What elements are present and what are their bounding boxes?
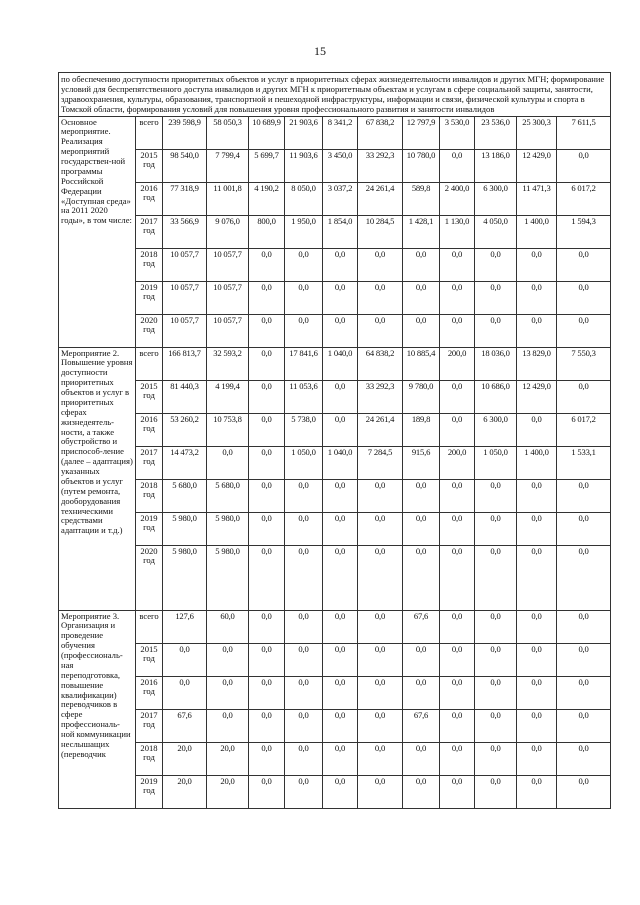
value-cell: 0,0 (475, 709, 517, 742)
value-cell: 0,0 (249, 676, 285, 709)
value-cell: 0,0 (403, 545, 440, 610)
value-cell: 0,0 (249, 742, 285, 775)
value-cell: 1 400,0 (517, 446, 557, 479)
value-cell: 0,0 (517, 709, 557, 742)
value-cell: 67 838,2 (358, 116, 403, 149)
value-cell: 0,0 (249, 643, 285, 676)
value-cell: 17 841,6 (285, 347, 323, 380)
value-cell: 77 318,9 (163, 182, 207, 215)
value-cell: 0,0 (440, 545, 475, 610)
value-cell: 0,0 (285, 742, 323, 775)
year-cell: всего (136, 347, 163, 380)
value-cell: 33 292,3 (358, 149, 403, 182)
value-cell: 0,0 (517, 742, 557, 775)
value-cell: 1 854,0 (323, 215, 358, 248)
value-cell: 0,0 (403, 676, 440, 709)
value-cell: 0,0 (163, 676, 207, 709)
value-cell: 8 341,2 (323, 116, 358, 149)
table-row (59, 709, 611, 742)
value-cell: 0,0 (323, 709, 358, 742)
year-cell: всего (136, 610, 163, 643)
value-cell: 5 980,0 (207, 545, 249, 610)
year-cell: 2020 год (136, 545, 163, 610)
value-cell: 0,0 (440, 742, 475, 775)
value-cell: 0,0 (557, 248, 611, 281)
value-cell: 0,0 (557, 676, 611, 709)
value-cell: 0,0 (440, 512, 475, 545)
value-cell: 0,0 (557, 610, 611, 643)
value-cell: 0,0 (517, 610, 557, 643)
value-cell: 0,0 (163, 643, 207, 676)
value-cell: 0,0 (249, 413, 285, 446)
year-cell: 2019 год (136, 775, 163, 808)
value-cell: 0,0 (285, 281, 323, 314)
value-cell: 58 050,3 (207, 116, 249, 149)
table-row (59, 116, 611, 149)
value-cell: 0,0 (440, 380, 475, 413)
value-cell: 0,0 (403, 742, 440, 775)
section-label: Мероприятие 3. Организация и проведение обучения (профессиональ-ная переподготовка, повышение квалификации) переводчиков в сфере профессиональ-ной коммуникации неслышащих (переводчик (59, 610, 136, 808)
value-cell: 10 057,7 (163, 248, 207, 281)
value-cell: 5 680,0 (207, 479, 249, 512)
value-cell: 200,0 (440, 446, 475, 479)
value-cell: 0,0 (358, 248, 403, 281)
value-cell: 0,0 (475, 610, 517, 643)
value-cell: 0,0 (517, 676, 557, 709)
table-row (59, 248, 611, 281)
value-cell: 0,0 (557, 709, 611, 742)
value-cell: 0,0 (475, 248, 517, 281)
value-cell: 13 829,0 (517, 347, 557, 380)
value-cell: 0,0 (207, 676, 249, 709)
value-cell: 0,0 (323, 314, 358, 347)
value-cell: 7 611,5 (557, 116, 611, 149)
value-cell: 10 686,0 (475, 380, 517, 413)
value-cell: 6 300,0 (475, 182, 517, 215)
value-cell: 0,0 (517, 512, 557, 545)
value-cell: 0,0 (285, 643, 323, 676)
table-row (59, 610, 611, 643)
value-cell: 10 057,7 (207, 248, 249, 281)
value-cell: 0,0 (249, 248, 285, 281)
value-cell: 0,0 (440, 149, 475, 182)
value-cell: 0,0 (358, 281, 403, 314)
value-cell: 0,0 (285, 314, 323, 347)
value-cell: 1 050,0 (285, 446, 323, 479)
value-cell: 0,0 (249, 775, 285, 808)
year-cell: 2018 год (136, 742, 163, 775)
value-cell: 81 440,3 (163, 380, 207, 413)
value-cell: 4 199,4 (207, 380, 249, 413)
value-cell: 0,0 (440, 709, 475, 742)
table-row (59, 676, 611, 709)
value-cell: 0,0 (517, 643, 557, 676)
value-cell: 589,8 (403, 182, 440, 215)
value-cell: 11 903,6 (285, 149, 323, 182)
value-cell: 10 057,7 (207, 281, 249, 314)
value-cell: 127,6 (163, 610, 207, 643)
value-cell: 20,0 (163, 742, 207, 775)
value-cell: 239 598,9 (163, 116, 207, 149)
table-row (59, 380, 611, 413)
value-cell: 0,0 (517, 248, 557, 281)
value-cell: 14 473,2 (163, 446, 207, 479)
value-cell: 0,0 (358, 545, 403, 610)
value-cell: 7 550,3 (557, 347, 611, 380)
table-row (59, 643, 611, 676)
value-cell: 0,0 (517, 281, 557, 314)
value-cell: 0,0 (403, 512, 440, 545)
value-cell: 0,0 (323, 248, 358, 281)
value-cell: 0,0 (249, 314, 285, 347)
value-cell: 0,0 (285, 775, 323, 808)
value-cell: 0,0 (440, 248, 475, 281)
value-cell: 0,0 (517, 479, 557, 512)
section-label: Основное мероприятие. Реализация мероприятий государствен-ной программы Российской Федерации «Доступная среда» на 2011 2020 годы», в том числе: (59, 116, 136, 347)
value-cell: 12 429,0 (517, 380, 557, 413)
value-cell: 7 799,4 (207, 149, 249, 182)
value-cell: 98 540,0 (163, 149, 207, 182)
value-cell: 0,0 (249, 380, 285, 413)
value-cell: 0,0 (207, 709, 249, 742)
value-cell: 0,0 (285, 709, 323, 742)
table-row (59, 413, 611, 446)
year-cell: 2019 год (136, 512, 163, 545)
value-cell: 18 036,0 (475, 347, 517, 380)
value-cell: 0,0 (285, 512, 323, 545)
header-row (59, 73, 611, 117)
value-cell: 0,0 (475, 643, 517, 676)
value-cell: 1 040,0 (323, 347, 358, 380)
value-cell: 0,0 (517, 545, 557, 610)
table-row (59, 215, 611, 248)
value-cell: 0,0 (207, 446, 249, 479)
year-cell: 2017 год (136, 709, 163, 742)
value-cell: 0,0 (517, 775, 557, 808)
table-row (59, 149, 611, 182)
value-cell: 9 076,0 (207, 215, 249, 248)
value-cell: 0,0 (358, 479, 403, 512)
value-cell: 0,0 (403, 643, 440, 676)
value-cell: 7 284,5 (358, 446, 403, 479)
value-cell: 0,0 (323, 545, 358, 610)
value-cell: 0,0 (285, 479, 323, 512)
value-cell: 67,6 (163, 709, 207, 742)
value-cell: 2 400,0 (440, 182, 475, 215)
value-cell: 5 738,0 (285, 413, 323, 446)
value-cell: 0,0 (557, 479, 611, 512)
year-cell: 2015 год (136, 643, 163, 676)
value-cell: 0,0 (358, 643, 403, 676)
value-cell: 0,0 (323, 479, 358, 512)
value-cell: 0,0 (249, 610, 285, 643)
value-cell: 0,0 (557, 512, 611, 545)
table-row (59, 545, 611, 610)
value-cell: 0,0 (475, 676, 517, 709)
value-cell: 0,0 (358, 610, 403, 643)
value-cell: 4 050,0 (475, 215, 517, 248)
table-row (59, 347, 611, 380)
value-cell: 8 050,0 (285, 182, 323, 215)
year-cell: 2017 год (136, 446, 163, 479)
value-cell: 0,0 (249, 347, 285, 380)
value-cell: 10 689,9 (249, 116, 285, 149)
value-cell: 33 566,9 (163, 215, 207, 248)
value-cell: 0,0 (557, 281, 611, 314)
value-cell: 1 428,1 (403, 215, 440, 248)
value-cell: 0,0 (249, 281, 285, 314)
value-cell: 6 300,0 (475, 413, 517, 446)
value-cell: 0,0 (557, 545, 611, 610)
value-cell: 0,0 (323, 512, 358, 545)
value-cell: 5 980,0 (163, 512, 207, 545)
value-cell: 0,0 (249, 512, 285, 545)
value-cell: 10 780,0 (403, 149, 440, 182)
value-cell: 1 400,0 (517, 215, 557, 248)
value-cell: 3 530,0 (440, 116, 475, 149)
header-text: по обеспечению доступности приоритетных объектов и услуг в приоритетных сферах жизнедеятельности инвалидов и других МГН; формирование условий для беспрепятственного доступа инвалидов и других МГН к приоритетным объектам и услугам в сфере социальной защиты, занятости, здравоохранения, культуры, образования, транспортной и пешеходной инфраструктуры, информации и связи, физической культуры и спорта в Томской области, формирования условий для повышения уровня профессионального развития и занятости инвалидов (59, 73, 611, 117)
table-row (59, 742, 611, 775)
value-cell: 0,0 (475, 545, 517, 610)
section-label: Мероприятие 2. Повышение уровня доступности приоритетных объектов и услуг в приоритетных сферах жизнедеятель-ности, а также обустройство и приспособ-ление (далее – адаптация) указанных объектов и услуг (путем ремонта, дооборудования техническими средствами адаптации и т.д.) (59, 347, 136, 610)
year-cell: 2017 год (136, 215, 163, 248)
value-cell: 0,0 (557, 149, 611, 182)
value-cell: 0,0 (323, 281, 358, 314)
year-cell: 2015 год (136, 380, 163, 413)
value-cell: 0,0 (249, 446, 285, 479)
value-cell: 6 017,2 (557, 182, 611, 215)
value-cell: 64 838,2 (358, 347, 403, 380)
year-cell: 2019 год (136, 281, 163, 314)
table-row (59, 281, 611, 314)
value-cell: 0,0 (475, 281, 517, 314)
value-cell: 0,0 (403, 248, 440, 281)
value-cell: 4 190,2 (249, 182, 285, 215)
value-cell: 0,0 (249, 479, 285, 512)
table-row (59, 775, 611, 808)
value-cell: 0,0 (285, 545, 323, 610)
value-cell: 0,0 (557, 314, 611, 347)
value-cell: 25 300,3 (517, 116, 557, 149)
value-cell: 0,0 (249, 709, 285, 742)
value-cell: 11 471,3 (517, 182, 557, 215)
value-cell: 0,0 (440, 610, 475, 643)
value-cell: 5 680,0 (163, 479, 207, 512)
value-cell: 1 050,0 (475, 446, 517, 479)
value-cell: 32 593,2 (207, 347, 249, 380)
value-cell: 9 780,0 (403, 380, 440, 413)
value-cell: 0,0 (358, 709, 403, 742)
value-cell: 20,0 (163, 775, 207, 808)
value-cell: 33 292,3 (358, 380, 403, 413)
value-cell: 5 699,7 (249, 149, 285, 182)
value-cell: 20,0 (207, 775, 249, 808)
year-cell: 2016 год (136, 182, 163, 215)
year-cell: 2015 год (136, 149, 163, 182)
value-cell: 800,0 (249, 215, 285, 248)
value-cell: 1 594,3 (557, 215, 611, 248)
value-cell: 0,0 (358, 314, 403, 347)
value-cell: 0,0 (323, 775, 358, 808)
value-cell: 10 284,5 (358, 215, 403, 248)
value-cell: 10 057,7 (163, 281, 207, 314)
value-cell: 5 980,0 (163, 545, 207, 610)
value-cell: 0,0 (403, 314, 440, 347)
budget-table (58, 72, 611, 809)
value-cell: 189,8 (403, 413, 440, 446)
value-cell: 0,0 (403, 281, 440, 314)
value-cell: 0,0 (403, 479, 440, 512)
value-cell: 67,6 (403, 709, 440, 742)
value-cell: 0,0 (358, 742, 403, 775)
value-cell: 23 536,0 (475, 116, 517, 149)
value-cell: 13 186,0 (475, 149, 517, 182)
value-cell: 0,0 (323, 676, 358, 709)
value-cell: 67,6 (403, 610, 440, 643)
value-cell: 0,0 (475, 314, 517, 347)
value-cell: 20,0 (207, 742, 249, 775)
year-cell: 2020 год (136, 314, 163, 347)
value-cell: 166 813,7 (163, 347, 207, 380)
value-cell: 10 057,7 (207, 314, 249, 347)
year-cell: всего (136, 116, 163, 149)
value-cell: 60,0 (207, 610, 249, 643)
value-cell: 200,0 (440, 347, 475, 380)
value-cell: 11 001,8 (207, 182, 249, 215)
value-cell: 53 260,2 (163, 413, 207, 446)
value-cell: 1 130,0 (440, 215, 475, 248)
value-cell: 1 040,0 (323, 446, 358, 479)
value-cell: 0,0 (323, 380, 358, 413)
value-cell: 1 533,1 (557, 446, 611, 479)
value-cell: 0,0 (323, 413, 358, 446)
value-cell: 0,0 (207, 643, 249, 676)
value-cell: 12 797,9 (403, 116, 440, 149)
table-row (59, 314, 611, 347)
year-cell: 2018 год (136, 479, 163, 512)
year-cell: 2016 год (136, 676, 163, 709)
year-cell: 2018 год (136, 248, 163, 281)
value-cell: 0,0 (475, 742, 517, 775)
table-row (59, 479, 611, 512)
value-cell: 0,0 (323, 643, 358, 676)
value-cell: 0,0 (440, 676, 475, 709)
value-cell: 0,0 (557, 742, 611, 775)
value-cell: 3 450,0 (323, 149, 358, 182)
value-cell: 24 261,4 (358, 182, 403, 215)
value-cell: 0,0 (557, 380, 611, 413)
value-cell: 0,0 (440, 413, 475, 446)
value-cell: 0,0 (323, 610, 358, 643)
value-cell: 915,6 (403, 446, 440, 479)
value-cell: 10 057,7 (163, 314, 207, 347)
table-row (59, 446, 611, 479)
value-cell: 0,0 (358, 512, 403, 545)
value-cell: 6 017,2 (557, 413, 611, 446)
value-cell: 0,0 (475, 775, 517, 808)
value-cell: 10 885,4 (403, 347, 440, 380)
value-cell: 0,0 (440, 775, 475, 808)
value-cell: 0,0 (285, 248, 323, 281)
value-cell: 0,0 (323, 742, 358, 775)
table-row (59, 512, 611, 545)
value-cell: 0,0 (358, 676, 403, 709)
value-cell: 0,0 (475, 512, 517, 545)
page-number: 15 (314, 44, 326, 58)
value-cell: 0,0 (285, 676, 323, 709)
value-cell: 0,0 (557, 643, 611, 676)
value-cell: 0,0 (517, 314, 557, 347)
value-cell: 0,0 (440, 314, 475, 347)
value-cell: 0,0 (440, 281, 475, 314)
value-cell: 24 261,4 (358, 413, 403, 446)
value-cell: 12 429,0 (517, 149, 557, 182)
value-cell: 0,0 (475, 479, 517, 512)
value-cell: 0,0 (403, 775, 440, 808)
value-cell: 0,0 (557, 775, 611, 808)
value-cell: 1 950,0 (285, 215, 323, 248)
value-cell: 0,0 (358, 775, 403, 808)
value-cell: 0,0 (517, 413, 557, 446)
value-cell: 10 753,8 (207, 413, 249, 446)
value-cell: 0,0 (249, 545, 285, 610)
value-cell: 21 903,6 (285, 116, 323, 149)
year-cell: 2016 год (136, 413, 163, 446)
value-cell: 5 980,0 (207, 512, 249, 545)
value-cell: 0,0 (440, 479, 475, 512)
value-cell: 0,0 (440, 643, 475, 676)
value-cell: 3 037,2 (323, 182, 358, 215)
value-cell: 0,0 (285, 610, 323, 643)
table-row (59, 182, 611, 215)
value-cell: 11 053,6 (285, 380, 323, 413)
